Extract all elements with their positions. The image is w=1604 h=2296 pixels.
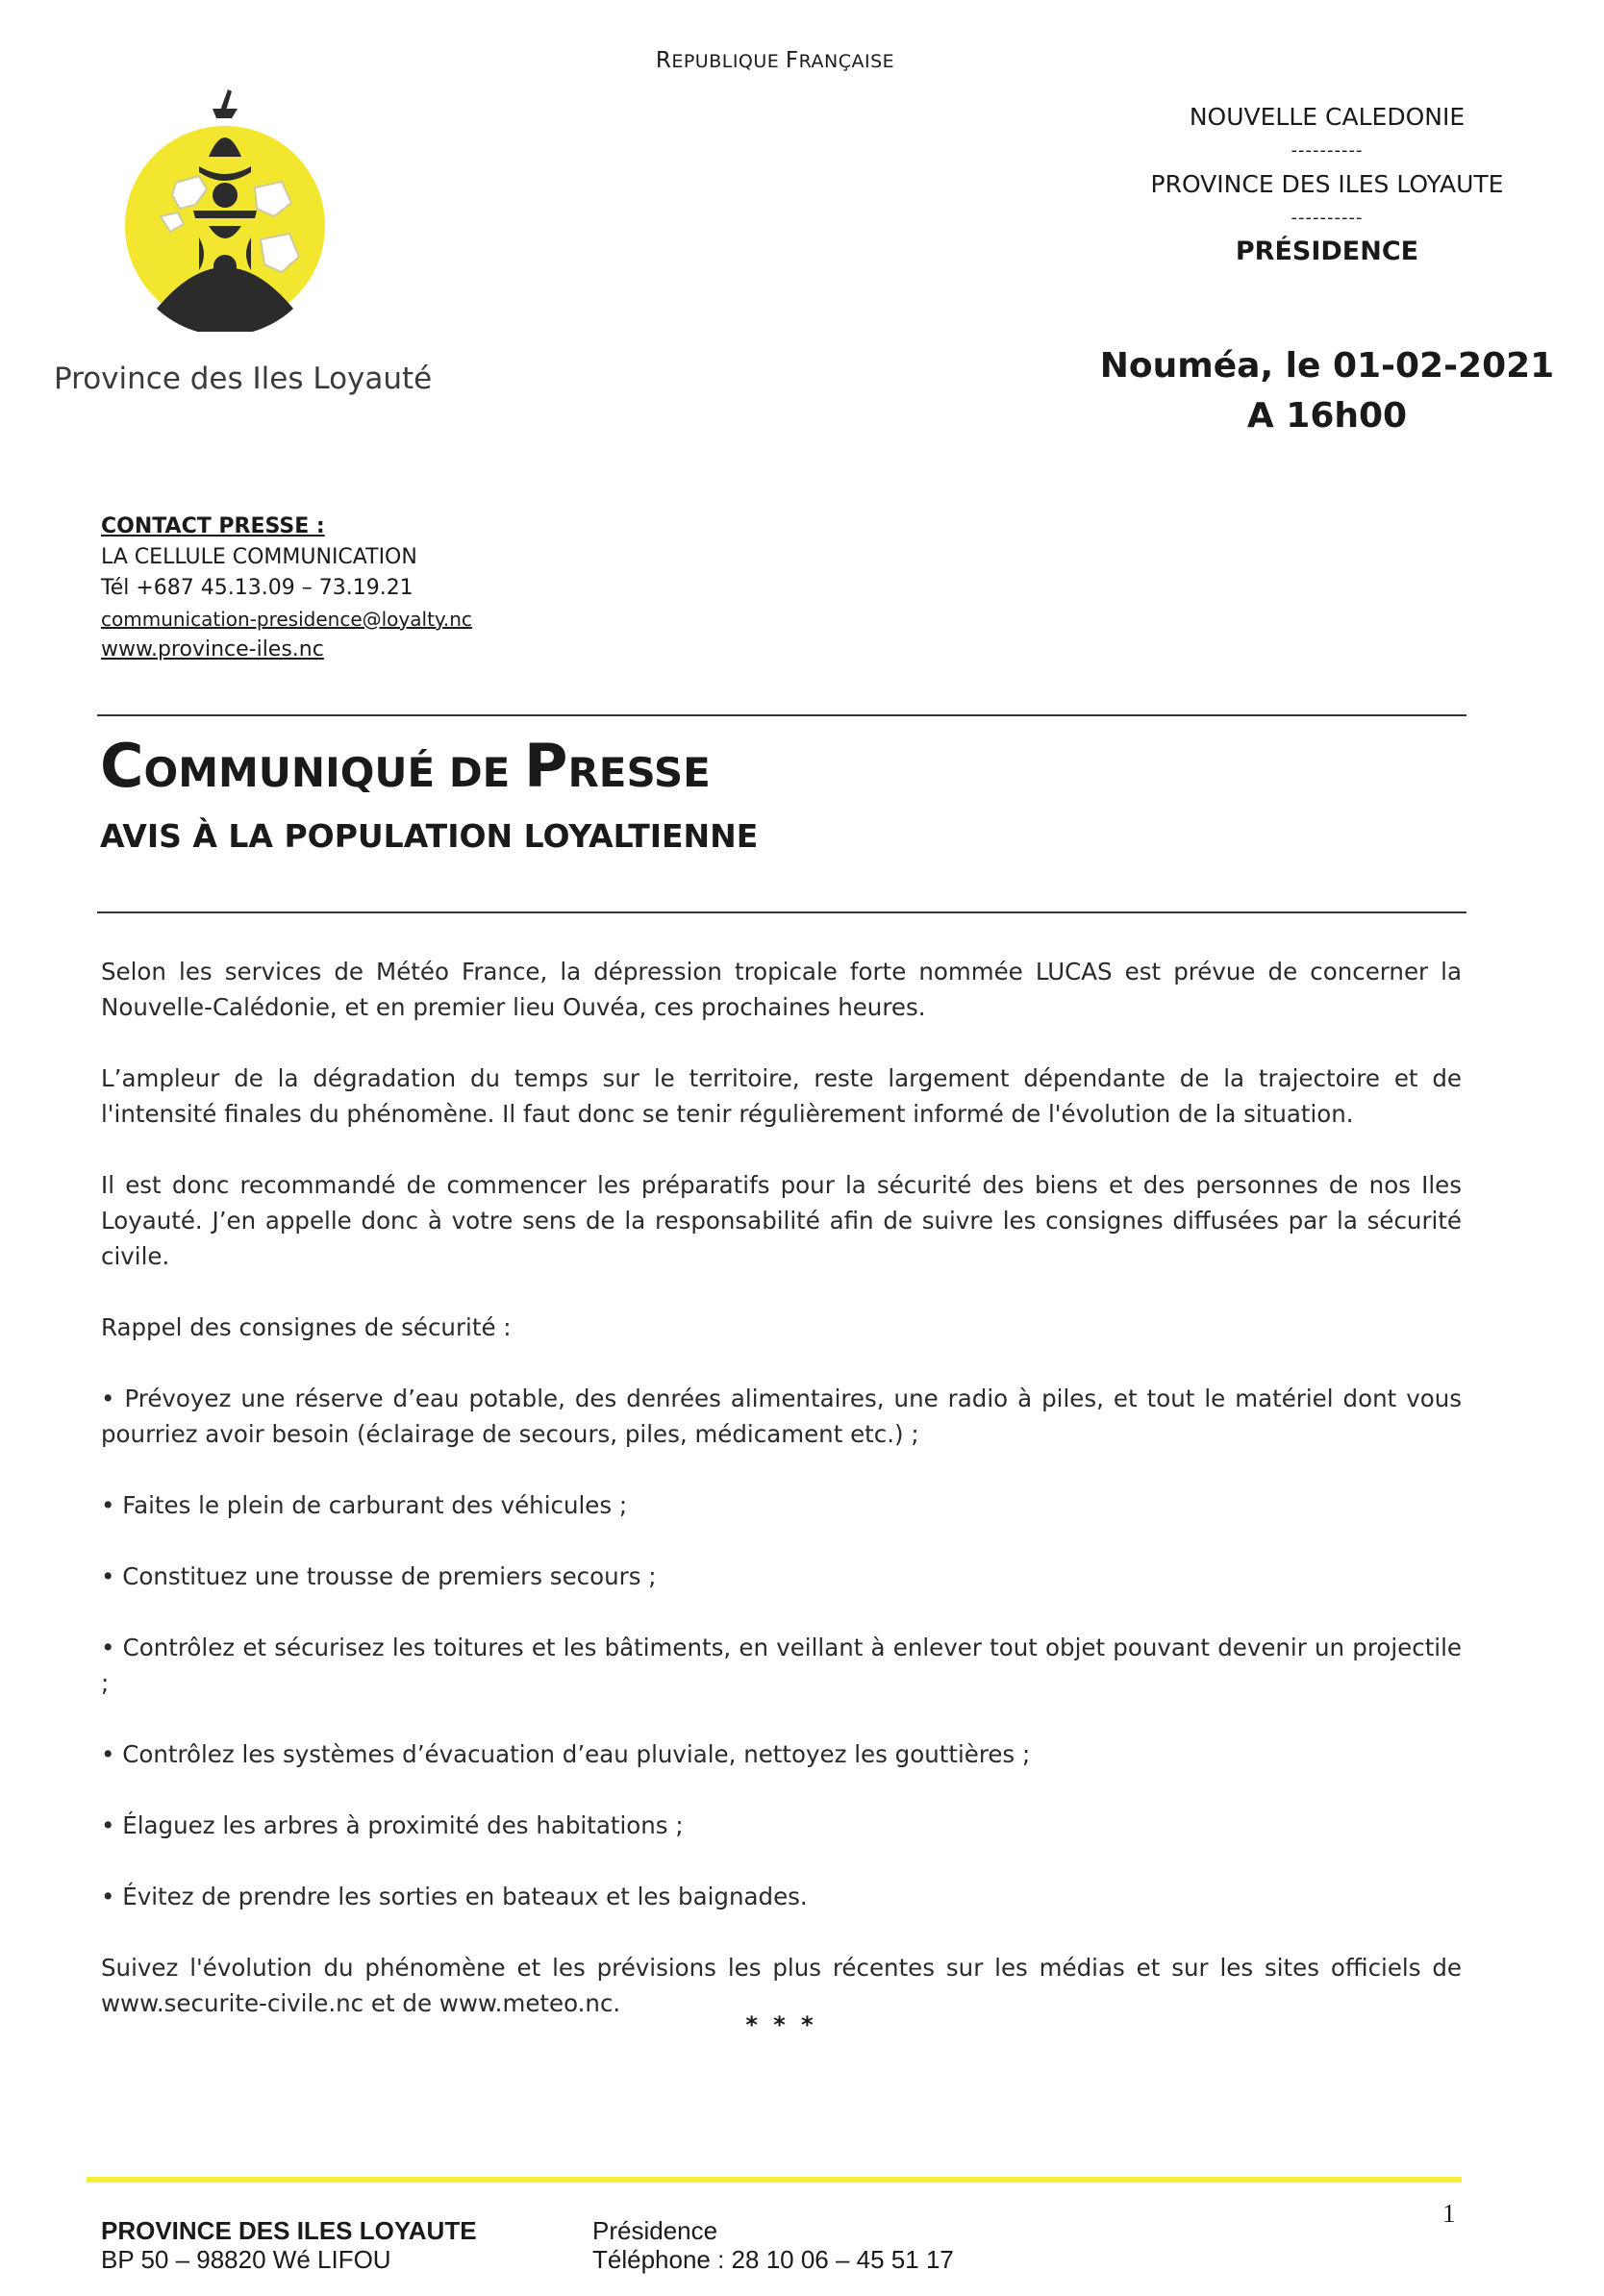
title-rest-2: RESSE [567, 749, 711, 796]
end-marker: * * * [745, 2011, 817, 2038]
title-initial-p: P [524, 731, 568, 801]
bullet-item: • Contrôlez les systèmes d’évacuation d’eau pluviale, nettoyez les gouttières ; [101, 1740, 1031, 1768]
bullet-item: • Faites le plein de carburant des véhicules ; [101, 1491, 628, 1519]
paragraph-3: Il est donc recommandé de commencer les préparatifs pour la sécurité des biens et des personnes de nos Iles Loyauté. J’en appelle donc à votre sens de la responsabilité afin de suivre les consignes diffusées par la sécurité civile. [101, 1171, 1462, 1270]
province-logo [120, 82, 330, 332]
paragraph-1: Selon les services de Météo France, la dépression tropicale forte nommée LUCAS est prévue de concerner la Nouvelle-Calédonie, et en premier lieu Ouvéa, ces prochaines heures. [101, 958, 1462, 1021]
footer-dept: Présidence [592, 2216, 718, 2245]
bullet-item: • Évitez de prendre les sorties en bateaux et les baignades. [101, 1883, 808, 1910]
press-contact [101, 512, 472, 665]
contact-team: LA CELLULE COMMUNICATION [101, 545, 417, 569]
press-release-body [101, 954, 1462, 2057]
francaise-initial: F [785, 48, 799, 73]
republique-rest: EPUBLIQUE [671, 51, 786, 72]
separator-2: ---------- [1291, 208, 1364, 228]
contact-email-link[interactable]: communication-presidence@loyalty.nc [101, 608, 472, 631]
contact-title: CONTACT PRESSE : [101, 514, 325, 538]
bullet-item: • Prévoyez une réserve d’eau potable, des denrées alimentaires, une radio à piles, et tout le matériel dont vous pourriez avoir besoin (éclairage de secours, piles, médicament etc.) ; [101, 1385, 1462, 1448]
logo-wordmark: Province des Iles Loyauté [54, 362, 433, 396]
footer-contact [592, 2216, 954, 2274]
divider-bottom [97, 911, 1466, 913]
date-line: Nouméa, le 01-02-2021 [1099, 346, 1555, 386]
authority-block [1067, 100, 1587, 268]
paragraph-2: L’ampleur de la dégradation du temps sur le territoire, reste largement dépendante de la trajectoire et de l'intensité finales du phénomène. Il faut donc se tenir régulièrement informé de l'évolution de la situation. [101, 1064, 1462, 1128]
document-title [100, 733, 711, 807]
territory-name: NOUVELLE CALEDONIE [1189, 103, 1466, 131]
time-line: A 16h00 [1246, 396, 1408, 436]
title-initial-c: C [100, 731, 144, 801]
contact-website-link[interactable]: www.province-iles.nc [101, 637, 324, 661]
footer-address [101, 2216, 477, 2274]
separator-1: ---------- [1291, 140, 1364, 161]
divider-top [97, 714, 1466, 716]
page-number: 1 [1442, 2199, 1456, 2228]
bullet-item: • Élaguez les arbres à proximité des habitations ; [101, 1811, 684, 1839]
republique-initial: R [655, 48, 672, 73]
contact-phone: Tél +687 45.13.09 – 73.19.21 [101, 576, 414, 600]
province-name: PROVINCE DES ILES LOYAUTE [1150, 170, 1504, 198]
date-block [1067, 341, 1587, 441]
document-subtitle: AVIS À LA POPULATION LOYALTIENNE [100, 817, 759, 855]
francaise-rest: RANÇAISE [798, 51, 895, 72]
footer-accent-line [87, 2177, 1462, 2183]
bullet-item: • Contrôlez et sécurisez les toitures et les bâtiments, en veillant à enlever tout objet pouvant devenir un projectile ; [101, 1634, 1462, 1697]
paragraph-4: Rappel des consignes de sécurité : [101, 1313, 512, 1341]
province-emblem-icon [120, 82, 330, 332]
closing-paragraph: Suivez l'évolution du phénomène et les prévisions les plus récentes sur les médias et sur les sites officiels de www.securite-civile.nc et de www.meteo.nc. [101, 1954, 1462, 2017]
office-name: PRÉSIDENCE [1235, 237, 1419, 266]
bullet-item: • Constituez une trousse de premiers secours ; [101, 1562, 657, 1590]
footer-phone: Téléphone : 28 10 06 – 45 51 17 [592, 2245, 954, 2274]
footer-org: PROVINCE DES ILES LOYAUTE [101, 2216, 477, 2245]
footer-postal: BP 50 – 98820 Wé LIFOU [101, 2245, 391, 2274]
republique-francaise-header [0, 48, 1550, 73]
title-rest-1: OMMUNIQUÉ DE [143, 749, 524, 796]
